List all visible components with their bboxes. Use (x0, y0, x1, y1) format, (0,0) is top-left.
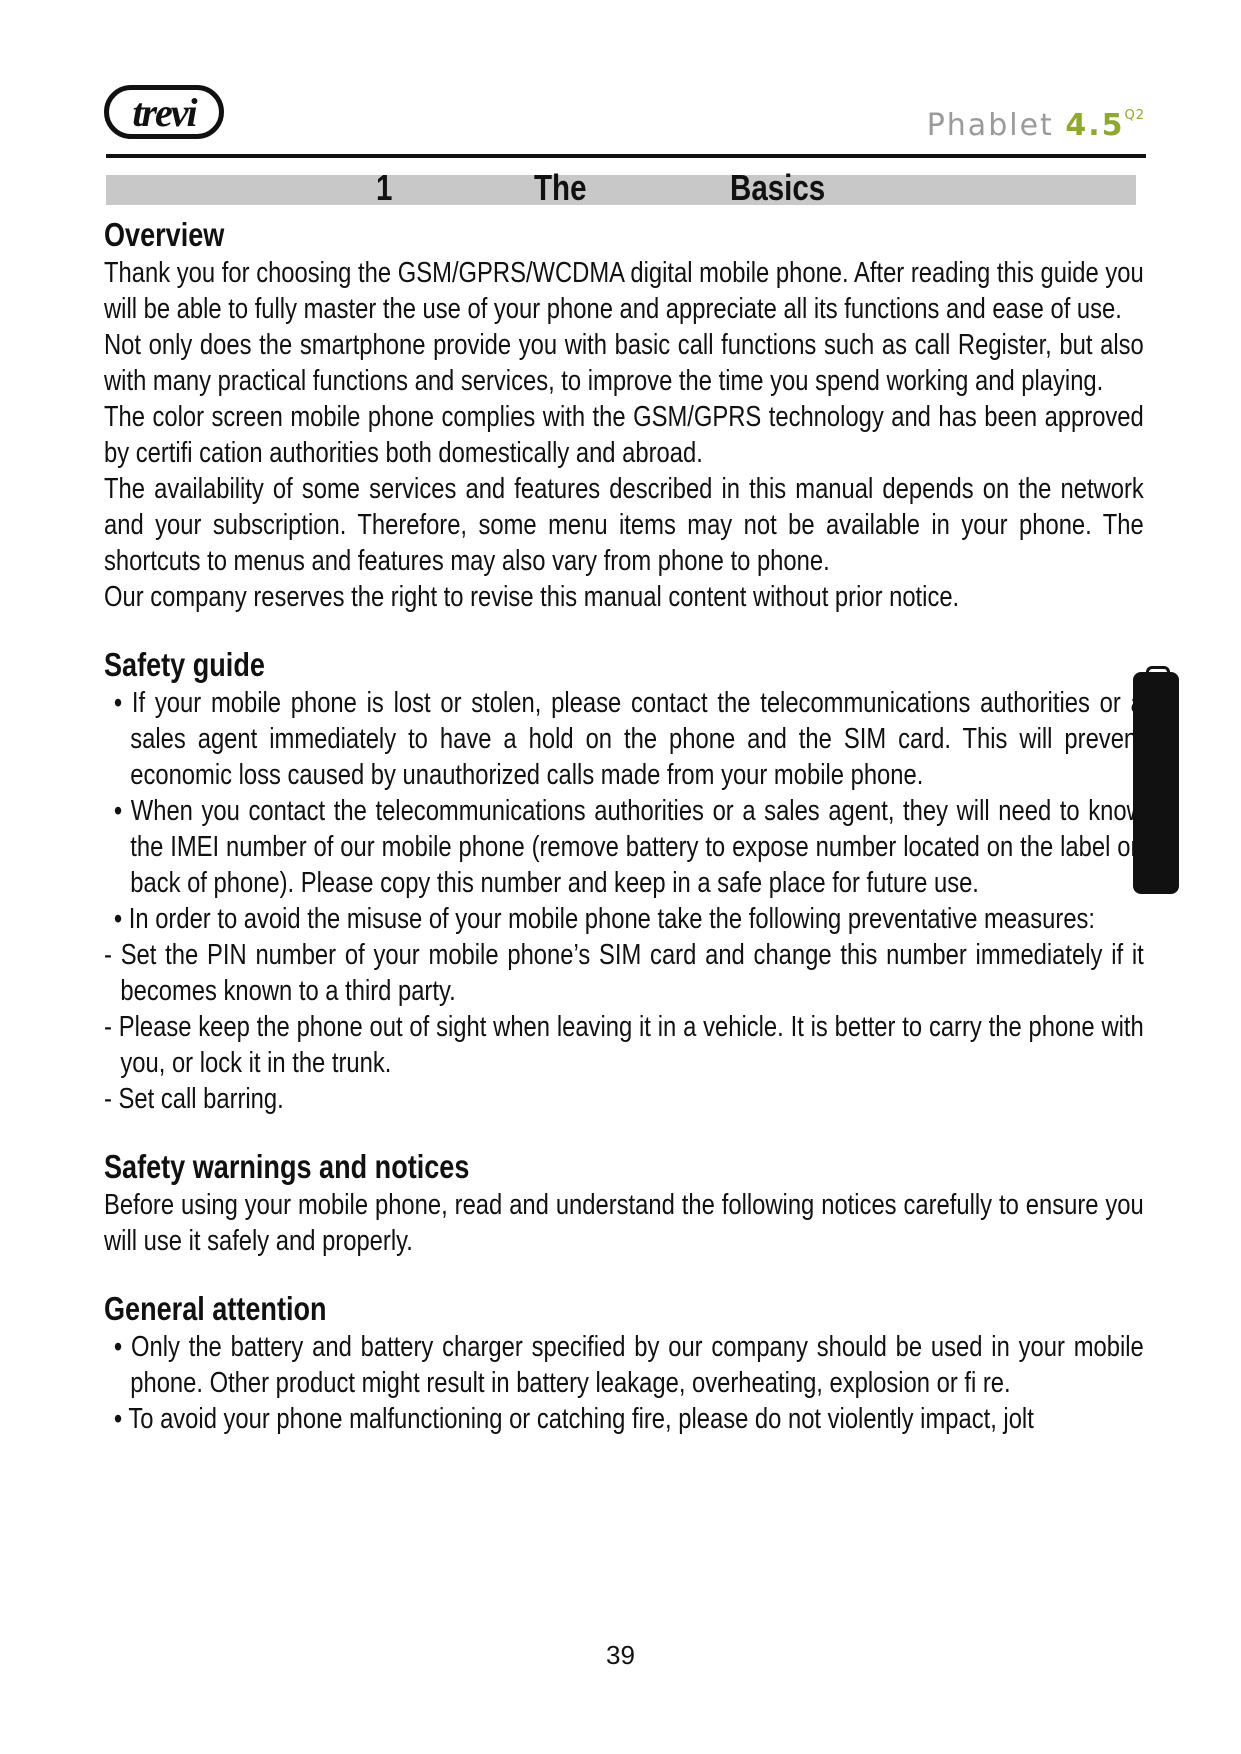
overview-heading: Overview (104, 216, 225, 253)
safety-warnings-text: Before using your mobile phone, read and understand the following notices carefully to ensure you will use it safely and properly. (104, 1189, 1144, 1257)
overview-paragraph: The availability of some services and features described in this manual depends on the network and your subscription. Therefore, some menu items may not be available in your phone. The shortcuts to menus and features may also vary from phone to phone. (104, 473, 1144, 577)
overview-paragraph: The color screen mobile phone complies with the GSM/GPRS technology and has been approved by certifi cation authorities both domestically and abroad. (104, 401, 1144, 469)
general-attention-item: • To avoid your phone malfunctioning or catching fire, please do not violently impact, jolt (113, 1403, 1034, 1435)
product-suffix: Q2 (1124, 108, 1145, 123)
product-name-text: Phablet (926, 108, 1066, 143)
section-gap (104, 1117, 1144, 1147)
safety-guide-heading: Safety guide (104, 646, 265, 683)
product-version: 4.5 (1065, 108, 1125, 143)
logo-text: trevi (132, 89, 196, 135)
safety-guide-item: - Please keep the phone out of sight when leaving it in a vehicle. It is better to carry the phone with you, or lock it in the trunk. (104, 1011, 1144, 1079)
overview-paragraph: Our company reserves the right to revise this manual content without prior notice. (104, 581, 960, 613)
page-number: 39 (606, 1640, 635, 1670)
safety-guide-item: • If your mobile phone is lost or stolen, please contact the telecommunications authorities or a sales agent immediately to have a hold on the phone and the SIM card. This will prevent economic loss caused by unauthorized calls made from your mobile phone. (113, 687, 1144, 791)
section-gap (104, 1259, 1144, 1289)
chapter-title-bar (106, 167, 1136, 208)
safety-warnings-heading: Safety warnings and notices (104, 1148, 470, 1185)
chapter-word-basics: Basics (730, 167, 826, 208)
overview-paragraph: Not only does the smartphone provide you with basic call functions such as call Register, but also with many practical functions and services, to improve the time you spend working and playing. (104, 329, 1144, 397)
chapter-word-the: The (534, 167, 587, 208)
overview-paragraph: Thank you for choosing the GSM/GPRS/WCDMA digital mobile phone. After reading this guide you will be able to fully master the use of your phone and appreciate all its functions and ease of use. (104, 257, 1144, 325)
trevi-logo (104, 85, 224, 139)
safety-guide-item: • When you contact the telecommunications authorities or a sales agent, they will need to know the IMEI number of our mobile phone (remove battery to expose number located on the label on back of phone). Please copy this number and keep in a safe place for future use. (113, 795, 1144, 899)
section-gap (104, 615, 1144, 645)
safety-guide-item: - Set the PIN number of your mobile phone’s SIM card and change this number immediately if it becomes known to a third party. (104, 939, 1144, 1007)
page-content (104, 215, 1144, 1437)
chapter-number: 1 (376, 167, 393, 208)
product-name (927, 108, 1145, 143)
header-rule (106, 154, 1146, 158)
general-attention-item: • Only the battery and battery charger specified by our company should be used in your mobile phone. Other product might result in battery leakage, overheating, explosion or fi re. (113, 1331, 1144, 1399)
safety-guide-item: - Set call barring. (104, 1083, 284, 1115)
general-attention-heading: General attention (104, 1290, 327, 1327)
safety-guide-item: • In order to avoid the misuse of your mobile phone take the following preventative measures: (113, 903, 1096, 935)
